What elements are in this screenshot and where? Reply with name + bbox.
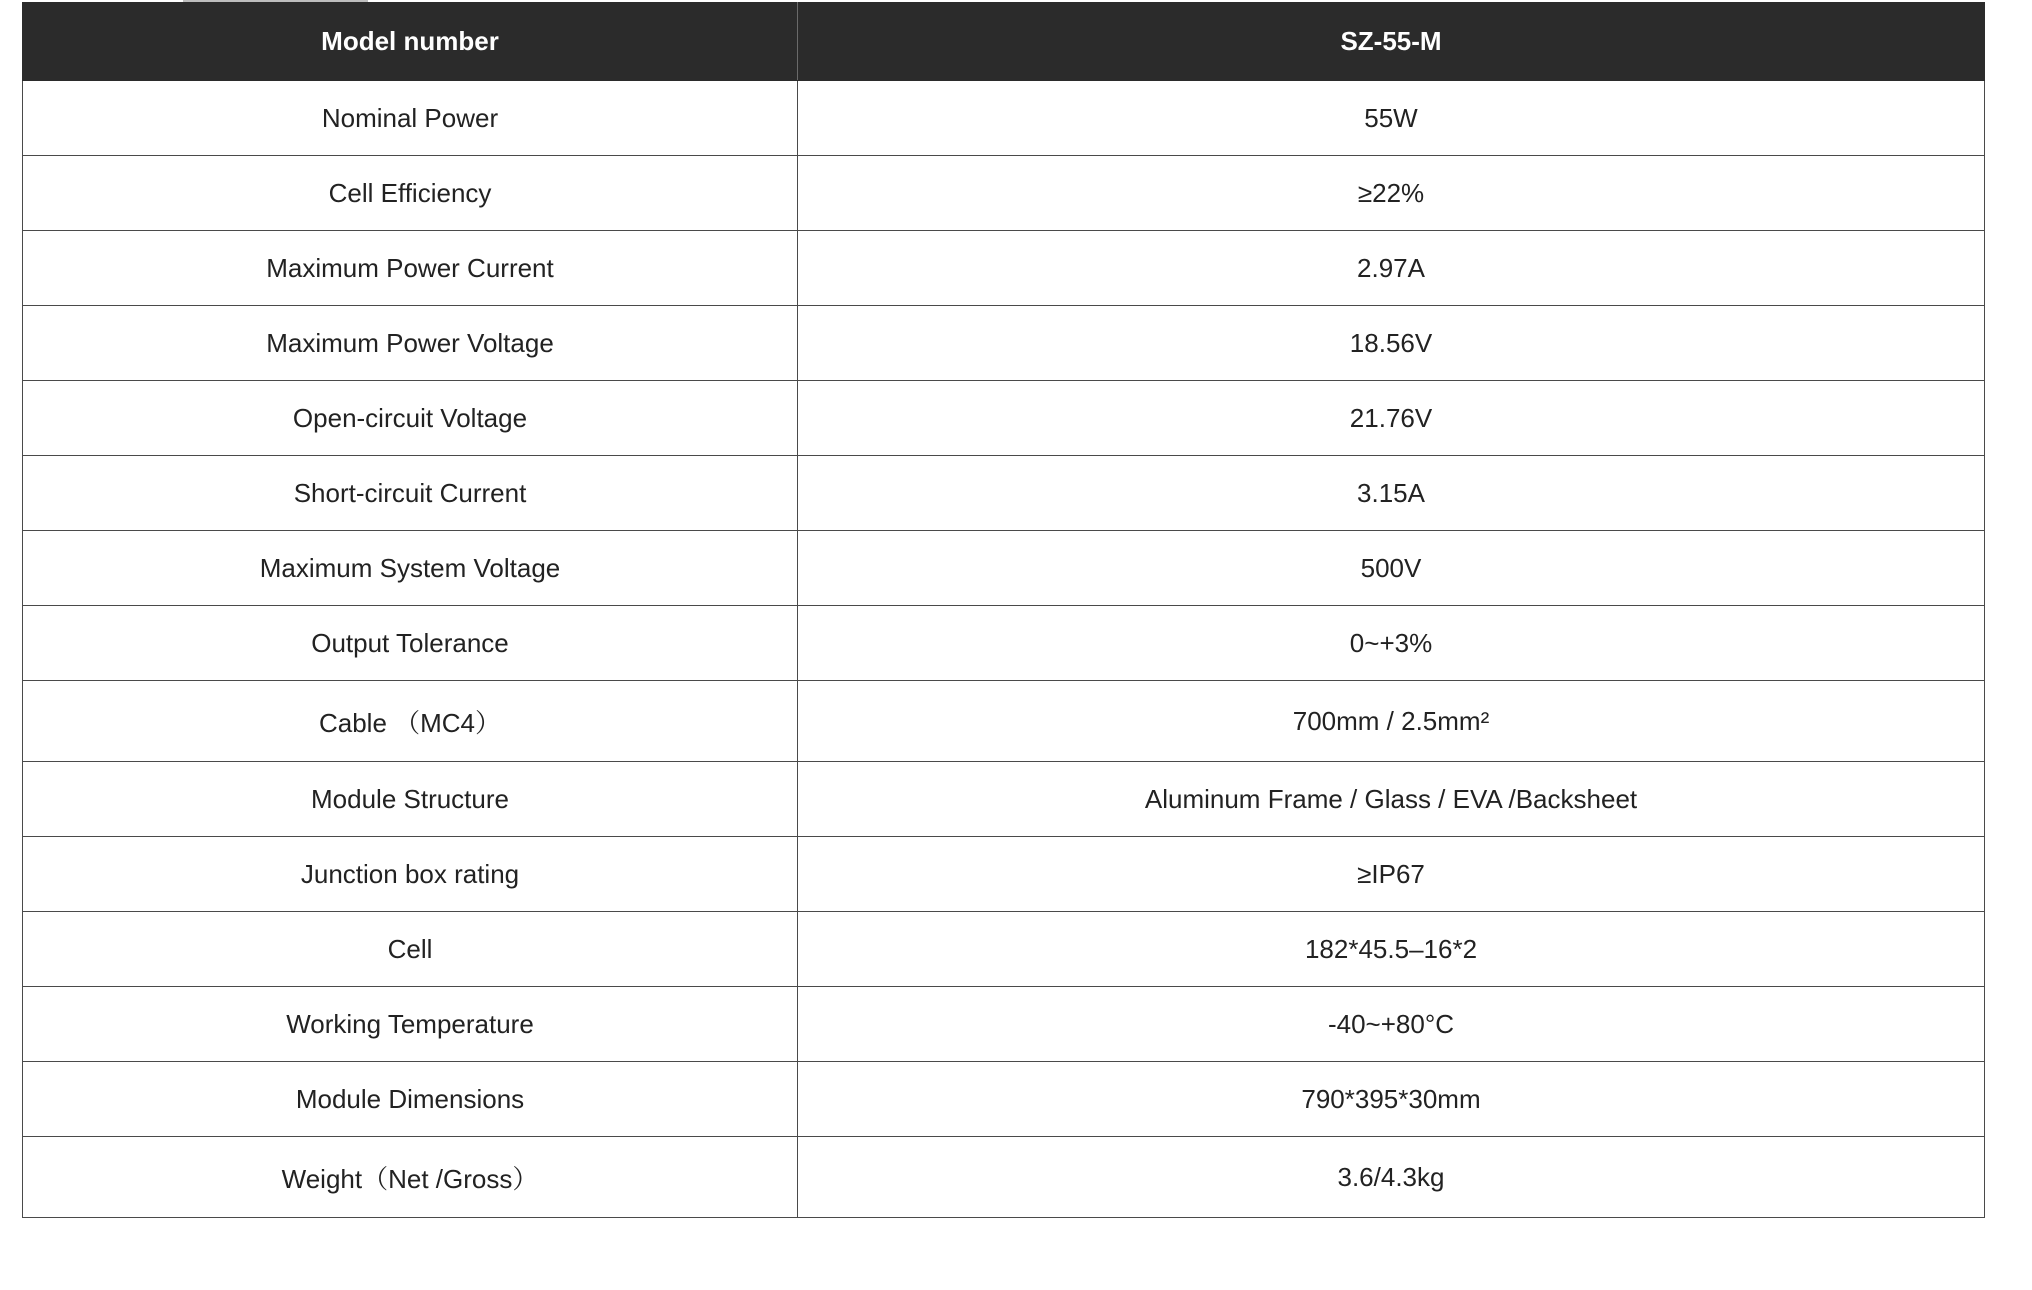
table-row [23, 456, 1985, 531]
table-row [23, 306, 1985, 381]
spec-value: 55W [798, 81, 1985, 156]
spec-value: 21.76V [798, 381, 1985, 456]
spec-value: ≥IP67 [798, 837, 1985, 912]
spec-value: 3.15A [798, 456, 1985, 531]
spec-label: Maximum System Voltage [23, 531, 798, 606]
table-row [23, 1137, 1985, 1218]
header-label-cell: Model number [23, 3, 798, 81]
table-row [23, 762, 1985, 837]
spec-value: 3.6/4.3kg [798, 1137, 1985, 1218]
table-row [23, 837, 1985, 912]
spec-label: Module Dimensions [23, 1062, 798, 1137]
spec-label: Cell Efficiency [23, 156, 798, 231]
spec-label: Junction box rating [23, 837, 798, 912]
table-row [23, 681, 1985, 762]
spec-value: 700mm / 2.5mm² [798, 681, 1985, 762]
table-row [23, 987, 1985, 1062]
table-body [23, 81, 1985, 1218]
table-row [23, 606, 1985, 681]
table-row [23, 912, 1985, 987]
spec-label: Maximum Power Current [23, 231, 798, 306]
spec-value: 0~+3% [798, 606, 1985, 681]
spec-label: Weight（Net /Gross） [23, 1137, 798, 1218]
header-value-cell: SZ-55-M [798, 3, 1985, 81]
spec-value: ≥22% [798, 156, 1985, 231]
table-row [23, 81, 1985, 156]
spec-value: 500V [798, 531, 1985, 606]
spec-label: Maximum Power Voltage [23, 306, 798, 381]
table-row [23, 231, 1985, 306]
table-row [23, 381, 1985, 456]
spec-value: -40~+80°C [798, 987, 1985, 1062]
spec-value: 182*45.5–16*2 [798, 912, 1985, 987]
spec-value: 790*395*30mm [798, 1062, 1985, 1137]
spec-label: Open-circuit Voltage [23, 381, 798, 456]
spec-table [22, 2, 1985, 1218]
spec-label: Module Structure [23, 762, 798, 837]
spec-value: Aluminum Frame / Glass / EVA /Backsheet [798, 762, 1985, 837]
spec-label: Nominal Power [23, 81, 798, 156]
spec-value: 18.56V [798, 306, 1985, 381]
spec-label: Working Temperature [23, 987, 798, 1062]
table-row [23, 531, 1985, 606]
header-row [23, 3, 1985, 81]
spec-label: Cell [23, 912, 798, 987]
spec-label: Cable （MC4） [23, 681, 798, 762]
spec-value: 2.97A [798, 231, 1985, 306]
table-header [23, 3, 1985, 81]
spec-label: Output Tolerance [23, 606, 798, 681]
table-row [23, 156, 1985, 231]
spec-label: Short-circuit Current [23, 456, 798, 531]
table-row [23, 1062, 1985, 1137]
